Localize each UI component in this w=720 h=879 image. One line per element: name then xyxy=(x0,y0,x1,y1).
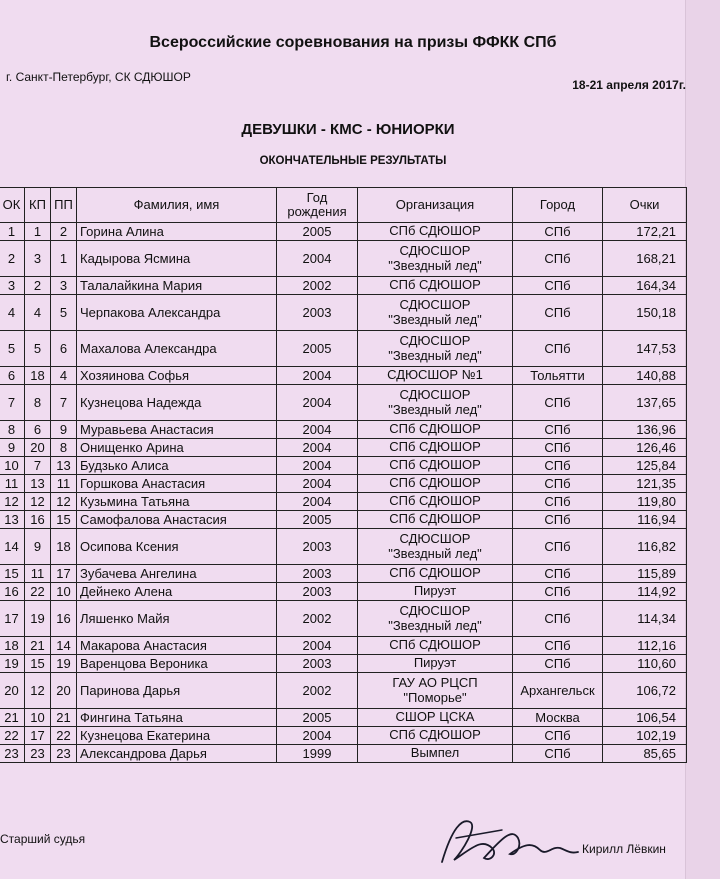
table-row xyxy=(0,331,687,367)
cell-pp: 1 xyxy=(51,241,77,277)
cell-year: 2004 xyxy=(277,457,358,475)
cell-org xyxy=(358,457,513,475)
org-line: "Звездный лед" xyxy=(388,311,482,327)
cell-points: 168,21 xyxy=(603,241,687,277)
cell-name: Дейнеко Алена xyxy=(77,583,277,601)
cell-points: 85,65 xyxy=(603,745,687,763)
cell-year: 2004 xyxy=(277,421,358,439)
cell-pp: 11 xyxy=(51,475,77,493)
org-line: Вымпел xyxy=(410,745,460,761)
org-line: СДЮСШОР xyxy=(399,530,471,546)
table-row xyxy=(0,511,687,529)
org-line: СПб СДЮШОР xyxy=(389,475,481,491)
cell-points: 114,34 xyxy=(603,601,687,637)
cell-name: Будзько Алиса xyxy=(77,457,277,475)
org-line: ГАУ АО РЦСП xyxy=(392,674,478,690)
cell-name: Горшкова Анастасия xyxy=(77,475,277,493)
cell-points: 140,88 xyxy=(603,367,687,385)
org-line: "Звездный лед" xyxy=(388,545,482,561)
cell-name: Александрова Дарья xyxy=(77,745,277,763)
cell-ok: 8 xyxy=(0,421,25,439)
cell-year: 2004 xyxy=(277,241,358,277)
org-line: СПб СДЮШОР xyxy=(389,421,481,437)
org-line: "Звездный лед" xyxy=(388,617,482,633)
cell-name: Талалайкина Мария xyxy=(77,277,277,295)
cell-org xyxy=(358,475,513,493)
cell-kp: 12 xyxy=(25,493,51,511)
results-table xyxy=(0,187,687,763)
cell-year: 2005 xyxy=(277,331,358,367)
cell-city: СПб xyxy=(513,745,603,763)
cell-name: Горина Алина xyxy=(77,223,277,241)
cell-name: Самофалова Анастасия xyxy=(77,511,277,529)
cell-org xyxy=(358,331,513,367)
cell-org xyxy=(358,367,513,385)
cell-city: СПб xyxy=(513,655,603,673)
table-row xyxy=(0,457,687,475)
table-row xyxy=(0,277,687,295)
org-line: "Поморье" xyxy=(403,689,467,705)
cell-points: 137,65 xyxy=(603,385,687,421)
org-line: "Звездный лед" xyxy=(388,257,482,273)
table-row xyxy=(0,583,687,601)
cell-ok: 7 xyxy=(0,385,25,421)
cell-org xyxy=(358,727,513,745)
cell-city: СПб xyxy=(513,493,603,511)
cell-ok: 15 xyxy=(0,565,25,583)
cell-year: 2004 xyxy=(277,439,358,457)
cell-points: 106,72 xyxy=(603,673,687,709)
cell-kp: 13 xyxy=(25,475,51,493)
cell-pp: 3 xyxy=(51,277,77,295)
cell-pp: 21 xyxy=(51,709,77,727)
cell-points: 126,46 xyxy=(603,439,687,457)
cell-year: 2003 xyxy=(277,295,358,331)
cell-ok: 10 xyxy=(0,457,25,475)
cell-ok: 6 xyxy=(0,367,25,385)
cell-ok: 23 xyxy=(0,745,25,763)
table-row xyxy=(0,241,687,277)
cell-year: 1999 xyxy=(277,745,358,763)
table-row xyxy=(0,601,687,637)
cell-pp: 16 xyxy=(51,601,77,637)
cell-org xyxy=(358,439,513,457)
cell-name: Хозяинова Софья xyxy=(77,367,277,385)
cell-points: 114,92 xyxy=(603,583,687,601)
cell-name: Кадырова Ясмина xyxy=(77,241,277,277)
cell-ok: 18 xyxy=(0,637,25,655)
cell-city: СПб xyxy=(513,511,603,529)
cell-org xyxy=(358,277,513,295)
cell-name: Осипова Ксения xyxy=(77,529,277,565)
cell-org xyxy=(358,241,513,277)
cell-kp: 19 xyxy=(25,601,51,637)
cell-points: 147,53 xyxy=(603,331,687,367)
cell-org xyxy=(358,385,513,421)
col-header-pp: ПП xyxy=(51,188,77,223)
cell-city: СПб xyxy=(513,601,603,637)
cell-org xyxy=(358,655,513,673)
cell-year: 2005 xyxy=(277,223,358,241)
cell-pp: 15 xyxy=(51,511,77,529)
cell-points: 125,84 xyxy=(603,457,687,475)
cell-kp: 22 xyxy=(25,583,51,601)
cell-year: 2004 xyxy=(277,475,358,493)
table-row xyxy=(0,295,687,331)
cell-year: 2003 xyxy=(277,583,358,601)
cell-name: Махалова Александра xyxy=(77,331,277,367)
org-line: Пируэт xyxy=(413,655,457,671)
cell-pp: 10 xyxy=(51,583,77,601)
cell-org xyxy=(358,223,513,241)
cell-city: СПб xyxy=(513,457,603,475)
cell-pp: 7 xyxy=(51,385,77,421)
cell-year: 2004 xyxy=(277,727,358,745)
cell-city: СПб xyxy=(513,637,603,655)
org-line: СПб СДЮШОР xyxy=(389,493,481,509)
cell-city: СПб xyxy=(513,421,603,439)
judge-name: Кирилл Лёвкин xyxy=(582,842,666,856)
cell-kp: 4 xyxy=(25,295,51,331)
cell-org xyxy=(358,601,513,637)
cell-ok: 9 xyxy=(0,439,25,457)
table-row xyxy=(0,385,687,421)
cell-org xyxy=(358,637,513,655)
cell-points: 164,34 xyxy=(603,277,687,295)
org-line: Пируэт xyxy=(413,583,457,599)
cell-kp: 2 xyxy=(25,277,51,295)
cell-org xyxy=(358,493,513,511)
cell-city: СПб xyxy=(513,295,603,331)
cell-kp: 9 xyxy=(25,529,51,565)
cell-name: Фингина Татьяна xyxy=(77,709,277,727)
cell-ok: 14 xyxy=(0,529,25,565)
cell-points: 110,60 xyxy=(603,655,687,673)
cell-pp: 2 xyxy=(51,223,77,241)
cell-year: 2002 xyxy=(277,673,358,709)
col-header-year: Год рождения xyxy=(277,188,358,223)
cell-pp: 6 xyxy=(51,331,77,367)
org-line: СПб СДЮШОР xyxy=(389,277,481,293)
cell-org xyxy=(358,709,513,727)
cell-year: 2004 xyxy=(277,367,358,385)
cell-pp: 4 xyxy=(51,367,77,385)
cell-name: Зубачева Ангелина xyxy=(77,565,277,583)
cell-kp: 7 xyxy=(25,457,51,475)
cell-ok: 5 xyxy=(0,331,25,367)
cell-year: 2004 xyxy=(277,493,358,511)
org-line: СПб СДЮШОР xyxy=(389,727,481,743)
cell-year: 2002 xyxy=(277,601,358,637)
signature-mark xyxy=(432,808,582,872)
cell-kp: 1 xyxy=(25,223,51,241)
cell-year: 2004 xyxy=(277,637,358,655)
cell-ok: 20 xyxy=(0,673,25,709)
org-line: СДЮСШОР xyxy=(399,332,471,348)
cell-city: Тольятти xyxy=(513,367,603,385)
cell-name: Черпакова Александра xyxy=(77,295,277,331)
cell-kp: 17 xyxy=(25,727,51,745)
table-row xyxy=(0,565,687,583)
cell-kp: 20 xyxy=(25,439,51,457)
cell-city: СПб xyxy=(513,583,603,601)
paper-edge xyxy=(685,0,720,879)
cell-ok: 3 xyxy=(0,277,25,295)
cell-ok: 22 xyxy=(0,727,25,745)
cell-city: СПб xyxy=(513,277,603,295)
cell-ok: 16 xyxy=(0,583,25,601)
cell-org xyxy=(358,565,513,583)
cell-kp: 18 xyxy=(25,367,51,385)
cell-city: Архангельск xyxy=(513,673,603,709)
cell-pp: 9 xyxy=(51,421,77,439)
cell-pp: 12 xyxy=(51,493,77,511)
cell-name: Онищенко Арина xyxy=(77,439,277,457)
cell-points: 116,94 xyxy=(603,511,687,529)
col-header-ok: ОК xyxy=(0,188,25,223)
cell-ok: 21 xyxy=(0,709,25,727)
cell-kp: 21 xyxy=(25,637,51,655)
cell-year: 2003 xyxy=(277,565,358,583)
col-header-name: Фамилия, имя xyxy=(77,188,277,223)
results-subtitle: ОКОНЧАТЕЛЬНЫЕ РЕЗУЛЬТАТЫ xyxy=(259,155,447,167)
cell-points: 116,82 xyxy=(603,529,687,565)
org-line: СПб СДЮШОР xyxy=(389,439,481,455)
table-row xyxy=(0,637,687,655)
cell-org xyxy=(358,745,513,763)
table-row xyxy=(0,367,687,385)
cell-pp: 17 xyxy=(51,565,77,583)
cell-ok: 1 xyxy=(0,223,25,241)
cell-year: 2003 xyxy=(277,655,358,673)
cell-kp: 5 xyxy=(25,331,51,367)
org-line: "Звездный лед" xyxy=(388,347,482,363)
cell-points: 112,16 xyxy=(603,637,687,655)
cell-pp: 18 xyxy=(51,529,77,565)
table-row xyxy=(0,709,687,727)
table-row xyxy=(0,529,687,565)
cell-org xyxy=(358,295,513,331)
table-row xyxy=(0,439,687,457)
cell-name: Кузьмина Татьяна xyxy=(77,493,277,511)
cell-points: 119,80 xyxy=(603,493,687,511)
org-line: СПб СДЮШОР xyxy=(389,457,481,473)
cell-kp: 10 xyxy=(25,709,51,727)
col-header-org: Организация xyxy=(358,188,513,223)
cell-name: Варенцова Вероника xyxy=(77,655,277,673)
cell-pp: 19 xyxy=(51,655,77,673)
cell-pp: 8 xyxy=(51,439,77,457)
table-row xyxy=(0,475,687,493)
cell-kp: 12 xyxy=(25,673,51,709)
cell-kp: 15 xyxy=(25,655,51,673)
cell-city: СПб xyxy=(513,331,603,367)
cell-city: СПб xyxy=(513,385,603,421)
cell-year: 2004 xyxy=(277,385,358,421)
cell-year: 2003 xyxy=(277,529,358,565)
cell-city: СПб xyxy=(513,475,603,493)
table-row xyxy=(0,421,687,439)
cell-kp: 3 xyxy=(25,241,51,277)
cell-ok: 19 xyxy=(0,655,25,673)
cell-org xyxy=(358,673,513,709)
table-row xyxy=(0,655,687,673)
cell-kp: 23 xyxy=(25,745,51,763)
cell-name: Ляшенко Майя xyxy=(77,601,277,637)
cell-points: 172,21 xyxy=(603,223,687,241)
cell-ok: 17 xyxy=(0,601,25,637)
cell-city: СПб xyxy=(513,565,603,583)
cell-pp: 14 xyxy=(51,637,77,655)
table-row xyxy=(0,727,687,745)
cell-kp: 11 xyxy=(25,565,51,583)
org-line: СПб СДЮШОР xyxy=(389,637,481,653)
venue: г. Санкт-Петербург, СК СДЮШОР xyxy=(6,70,191,84)
table-row xyxy=(0,745,687,763)
cell-city: СПб xyxy=(513,223,603,241)
cell-ok: 11 xyxy=(0,475,25,493)
cell-points: 115,89 xyxy=(603,565,687,583)
cell-pp: 5 xyxy=(51,295,77,331)
table-row xyxy=(0,223,687,241)
cell-org xyxy=(358,511,513,529)
cell-pp: 22 xyxy=(51,727,77,745)
cell-org xyxy=(358,529,513,565)
cell-name: Макарова Анастасия xyxy=(77,637,277,655)
category-title: ДЕВУШКИ - КМС - ЮНИОРКИ xyxy=(241,121,455,138)
org-line: СПб СДЮШОР xyxy=(389,565,481,581)
cell-year: 2002 xyxy=(277,277,358,295)
cell-city: СПб xyxy=(513,529,603,565)
cell-name: Муравьева Анастасия xyxy=(77,421,277,439)
cell-city: СПб xyxy=(513,241,603,277)
cell-name: Паринова Дарья xyxy=(77,673,277,709)
cell-points: 150,18 xyxy=(603,295,687,331)
cell-points: 136,96 xyxy=(603,421,687,439)
cell-city: Москва xyxy=(513,709,603,727)
competition-title: Всероссийские соревнования на призы ФФКК СПб xyxy=(149,34,557,51)
cell-points: 121,35 xyxy=(603,475,687,493)
judge-label: Старший судья xyxy=(0,832,86,846)
org-line: СДЮСШОР xyxy=(399,602,471,618)
cell-year: 2005 xyxy=(277,709,358,727)
cell-name: Кузнецова Екатерина xyxy=(77,727,277,745)
cell-city: СПб xyxy=(513,727,603,745)
cell-ok: 2 xyxy=(0,241,25,277)
table-row xyxy=(0,493,687,511)
org-line: "Звездный лед" xyxy=(388,401,482,417)
cell-city: СПб xyxy=(513,439,603,457)
org-line: СДЮСШОР xyxy=(399,386,471,402)
cell-ok: 13 xyxy=(0,511,25,529)
cell-kp: 6 xyxy=(25,421,51,439)
col-header-points: Очки xyxy=(603,188,687,223)
cell-ok: 12 xyxy=(0,493,25,511)
col-header-city: Город xyxy=(513,188,603,223)
cell-org xyxy=(358,421,513,439)
org-line: СДЮСШОР xyxy=(399,242,471,258)
org-line: СДЮСШОР xyxy=(399,296,471,312)
cell-pp: 13 xyxy=(51,457,77,475)
cell-pp: 23 xyxy=(51,745,77,763)
cell-kp: 16 xyxy=(25,511,51,529)
cell-year: 2005 xyxy=(277,511,358,529)
cell-pp: 20 xyxy=(51,673,77,709)
cell-kp: 8 xyxy=(25,385,51,421)
org-line: СШОР ЦСКА xyxy=(395,709,475,725)
table-row xyxy=(0,673,687,709)
cell-org xyxy=(358,583,513,601)
org-line: СПб СДЮШОР xyxy=(389,511,481,527)
org-line: СПб СДЮШОР xyxy=(389,223,481,239)
col-header-kp: КП xyxy=(25,188,51,223)
org-line: СДЮСШОР №1 xyxy=(387,367,483,383)
cell-points: 106,54 xyxy=(603,709,687,727)
cell-name: Кузнецова Надежда xyxy=(77,385,277,421)
results-body xyxy=(0,223,687,763)
cell-points: 102,19 xyxy=(603,727,687,745)
competition-dates: 18-21 апреля 2017г. xyxy=(572,78,686,92)
cell-ok: 4 xyxy=(0,295,25,331)
table-header-row xyxy=(0,188,687,223)
